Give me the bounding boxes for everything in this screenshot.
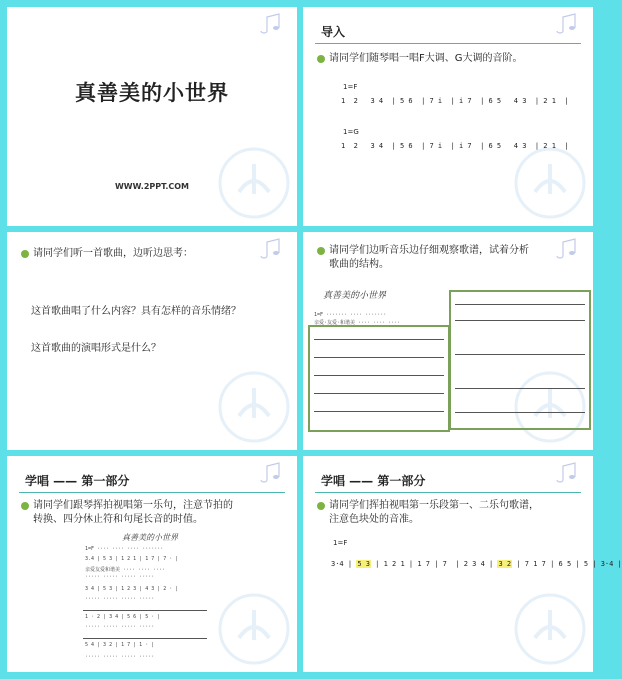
instruction-line-1: 请同学们跟琴挥拍视唱第一乐句，注意节拍的: [33, 500, 233, 511]
instruction-line-1: 请同学们边听音乐边仔细观察歌谱，试着分析: [329, 245, 529, 256]
measure-5: 7: [442, 560, 447, 568]
score-title: 真善美的小世界: [323, 291, 387, 301]
section-heading: 导入: [321, 25, 346, 39]
watermark-logo-icon: [217, 592, 291, 666]
question-1: 这首歌曲唱了什么内容？具有怎样的音乐情绪？: [31, 306, 241, 317]
measure-4: 1 7: [417, 560, 431, 568]
melody-notation: 3·4 | 5 3 | 1 2 1 | 1 7 | 7 | 2 3 4 | 3 2 | 7 1 7 | 6 5 | 5 | 3·4 |: [331, 560, 622, 568]
measure-11: 3·4: [600, 560, 614, 568]
score-image: 1=F ···· ···· ···· ······· 3.4 | 5 3 | 1 2 1 | 1 7 | 7 · | 亲爱友爱和谐美 ···· ···· ···· ····· ····· ····· ····· 3 4 | 5 3 | 1 2 3 | 4 3 | 2 · | ····· ····· ····· ····· 1 · 2 | 3 4 | 5 6 | 5 · | ····· ····· ····· ····· 5 4 | 3 2 | 1 7 | 1 · | ····· ····· ····· ·····: [79, 544, 211, 666]
measure-8: 7 1 7: [524, 560, 546, 568]
music-notes-icon: [257, 238, 289, 260]
watermark-logo-icon: [217, 370, 291, 444]
instruction-text: [317, 499, 539, 527]
music-notes-icon: [257, 462, 289, 484]
measure-6: 2 3 4: [463, 560, 485, 568]
slide-6[interactable]: [303, 456, 622, 672]
melody-key: 1=F: [333, 539, 348, 547]
slide-2[interactable]: [303, 7, 593, 226]
instruction-text: 请同学们随琴唱一唱F大调、G大调的音阶。: [317, 52, 523, 66]
instruction-line-2: 注意色块处的音准。: [329, 514, 419, 525]
slide-4[interactable]: [303, 232, 593, 450]
question-2: 这首歌曲的演唱形式是什么？: [31, 343, 161, 354]
measure-9: 6 5: [558, 560, 572, 568]
scale-g-key: 1=G: [343, 128, 359, 136]
heading-divider: [315, 492, 581, 493]
slide-3[interactable]: [7, 232, 297, 450]
score-title: 真善美的小世界: [122, 533, 178, 542]
music-notes-icon: [553, 462, 585, 484]
music-notes-icon: [257, 13, 289, 35]
score-highlight-box-left: [308, 325, 450, 432]
instruction-line-2: 歌曲的结构。: [329, 259, 389, 270]
section-heading: 学唱 —— 第一部分: [25, 474, 130, 488]
score-highlight-box-right: [449, 290, 591, 430]
measure-3: 1 2 1: [383, 560, 405, 568]
presentation-title: 真善美的小世界: [75, 81, 229, 105]
music-notes-icon: [553, 13, 585, 35]
highlighted-measure-2: 3 2: [498, 560, 512, 568]
measure-10: 5: [583, 560, 589, 568]
instruction-line-1: 请同学们挥拍视唱第一乐段第一、二乐句歌谱，: [329, 500, 539, 511]
heading-divider: [315, 43, 581, 44]
scale-g-notation: 1 2 3 4 | 5 6 | 7 i | i 7 | 6 5 4 3 | 2 1 |: [341, 142, 569, 150]
watermark-logo-icon: [513, 146, 587, 220]
measure-1: 3·4: [331, 560, 344, 568]
instruction-text: 请同学们听一首歌曲，边听边思考：: [21, 247, 193, 261]
website-url: WWW.2PPT.COM: [114, 182, 190, 191]
instruction-line-2: 转换、四分休止符和句尾长音的时值。: [33, 514, 203, 525]
scale-f-key: 1=F: [343, 83, 358, 91]
score-image-left: 1=F ······· ···· ······· 亲爱·友爱·和谐美 ···· ···· ····: [308, 308, 448, 428]
instruction-text: [317, 244, 529, 272]
music-notes-icon: [553, 238, 585, 260]
section-heading: 学唱 —— 第一部分: [321, 474, 426, 488]
watermark-logo-icon: [513, 592, 587, 666]
highlighted-measure-1: 5 3: [357, 560, 370, 568]
slide-1[interactable]: [7, 7, 297, 226]
instruction-text: [21, 499, 233, 527]
heading-divider: [19, 492, 285, 493]
scale-f-notation: 1 2 3 4 | 5 6 | 7 i | i 7 | 6 5 4 3 | 2 1 |: [341, 97, 569, 105]
slide-5[interactable]: [7, 456, 297, 672]
